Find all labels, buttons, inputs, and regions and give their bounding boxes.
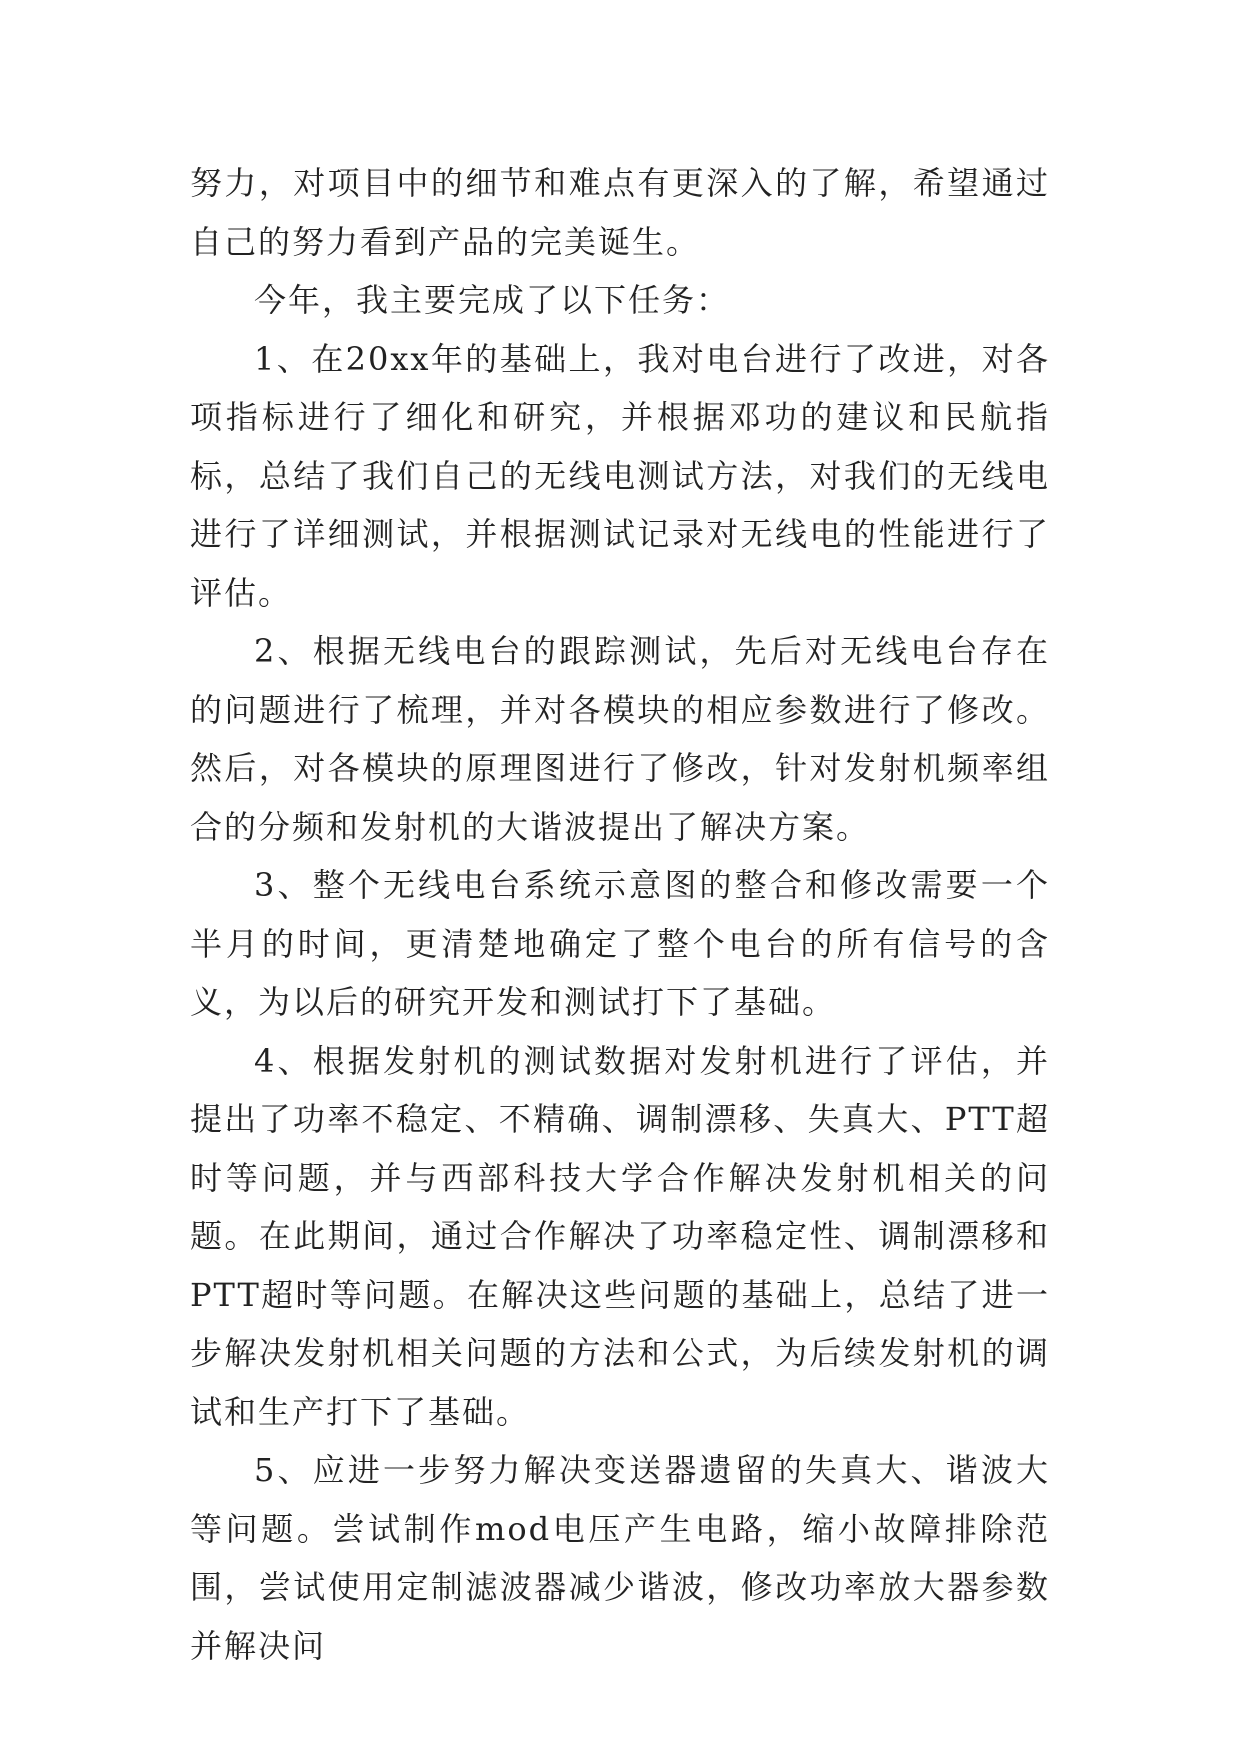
paragraph-item-3: 3、整个无线电台系统示意图的整合和修改需要一个半月的时间，更清楚地确定了整个电台的所有信号的含义，为以后的研究开发和测试打下了基础。 (190, 866, 1050, 1021)
paragraph-item-4: 4、根据发射机的测试数据对发射机进行了评估，并提出了功率不稳定、不精确、调制漂移、失真大、PTT超时等问题，并与西部科技大学合作解决发射机相关的问题。在此期间，通过合作解决了功率稳定性、调制漂移和PTT超时等问题。在解决这些问题的基础上，总结了进一步解决发射机相关问题的方法和公式，为后续发射机的调试和生产打下了基础。 (190, 1041, 1050, 1431)
paragraph-item-2: 2、根据无线电台的跟踪测试，先后对无线电台存在的问题进行了梳理，并对各模块的相应参数进行了修改。然后，对各模块的原理图进行了修改，针对发射机频率组合的分频和发射机的大谐波提出了解决方案。 (190, 632, 1050, 846)
paragraph-item-1: 1、在20xx年的基础上，我对电台进行了改进，对各项指标进行了细化和研究，并根据邓功的建议和民航指标，总结了我们自己的无线电测试方法，对我们的无线电进行了详细测试，并根据测试记录对无线电的性能进行了评估。 (190, 339, 1050, 612)
paragraph-intro: 今年，我主要完成了以下任务： (254, 281, 731, 319)
paragraph-item-5: 5、应进一步努力解决变送器遗留的失真大、谐波大等问题。尝试制作mod电压产生电路，缩小故障排除范围，尝试使用定制滤波器减少谐波，修改功率放大器参数并解决问 (190, 1451, 1050, 1665)
document-body (190, 154, 1050, 1675)
paragraph-continuation: 努力，对项目中的细节和难点有更深入的了解，希望通过自己的努力看到产品的完美诞生。 (190, 164, 1050, 261)
